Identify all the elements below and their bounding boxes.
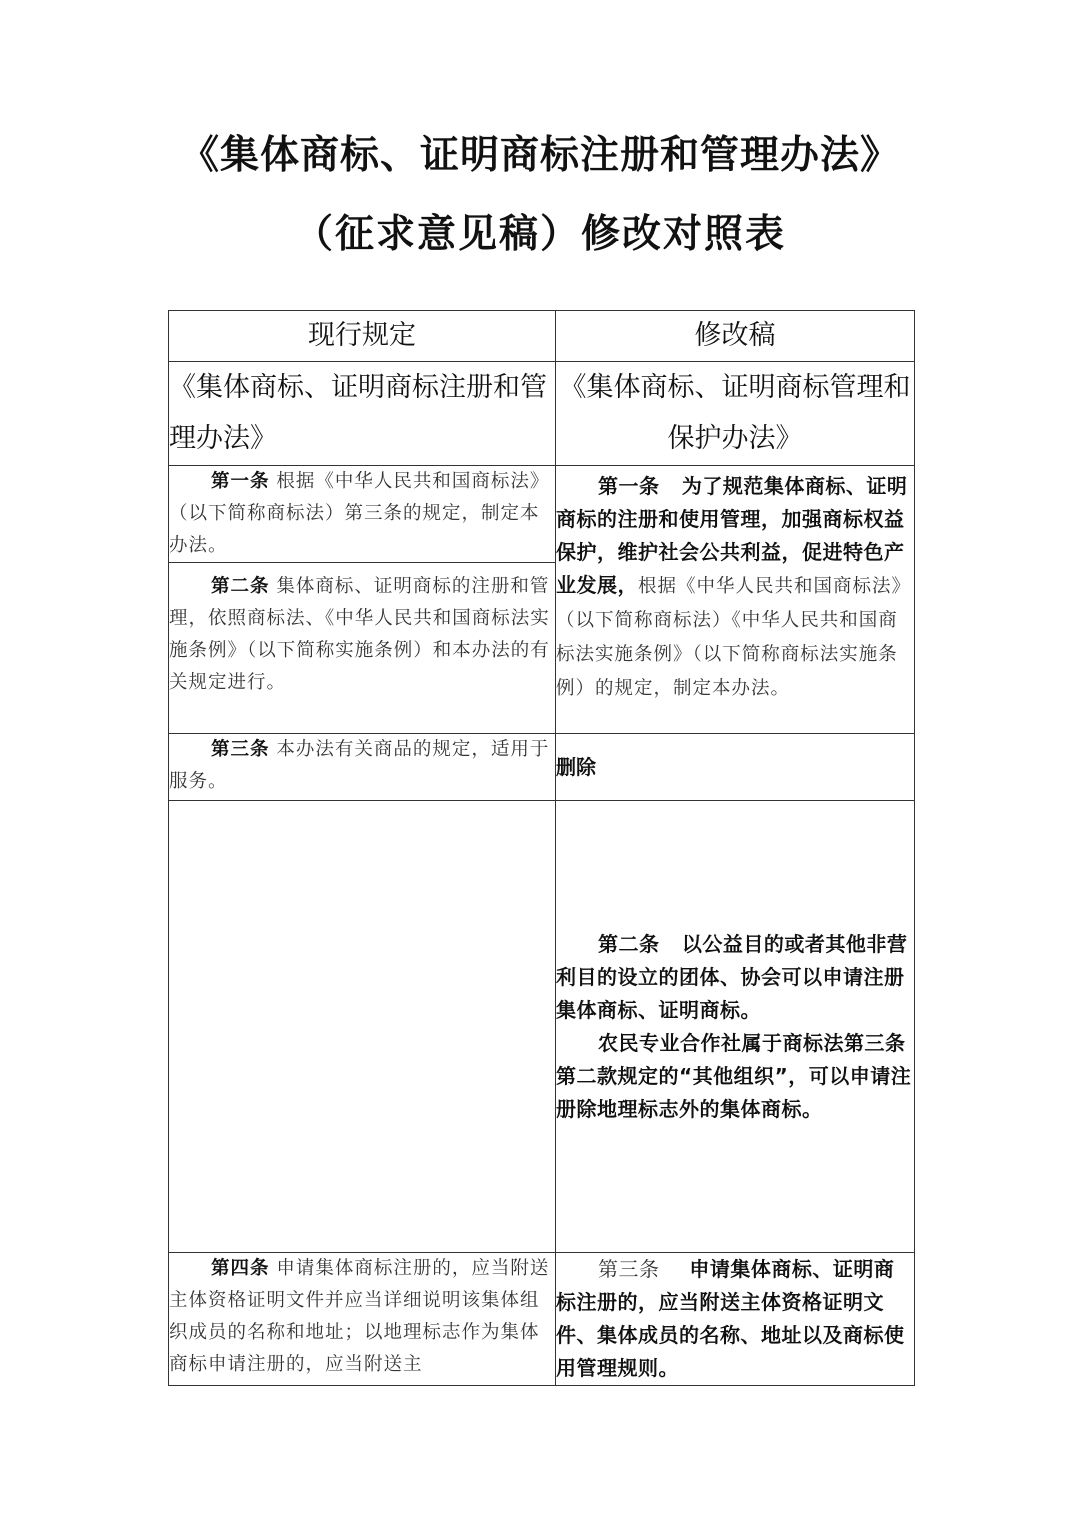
article-label: 第四条 [211,1258,270,1279]
revised-regulation-name: 《集体商标、证明商标管理和保护办法》 [556,362,915,466]
table-header-row [169,311,915,362]
article-label: 第一条 [211,471,270,492]
article-label: 第三条 [211,739,270,760]
comparison-table [168,310,915,1386]
article-text: 以公益目的或者其他非营利目的设立的团体、协会可以申请注册集体商标、证明商标。 [556,931,908,1022]
header-revised: 修改稿 [556,311,915,362]
current-article-1 [169,466,556,563]
table-row [169,1253,915,1386]
revised-deleted: 删除 [556,734,915,801]
current-article-3 [169,734,556,801]
article-text-paragraph-2: 农民专业合作社属于商标法第三条第二款规定的“其他组织”，可以申请注册除地理标志外的集体商标。 [556,1030,912,1121]
table-row [169,466,915,563]
table-row-name [169,362,915,466]
article-text: 集体商标、证明商标的注册和管理，依照商标法、《中华人民共和国商标法实施条例》（以下简称实施条例）和本办法的有关规定进行。 [169,576,550,693]
revised-article-3 [556,1253,915,1386]
article-text-rest: 根据《中华人民共和国商标法》（以下简称商标法）《中华人民共和国商标法实施条例》（以下简称商标法实施条例）的规定，制定本办法。 [556,576,912,699]
revised-article-1 [556,466,915,734]
article-text: 申请集体商标注册的，应当附送主体资格证明文件并应当详细说明该集体组织成员的名称和地址；以地理标志作为集体商标申请注册的，应当附送主 [169,1258,550,1375]
current-regulation-name: 《集体商标、证明商标注册和管理办法》 [169,362,556,466]
article-label: 第二条 [598,931,660,956]
table-row [169,734,915,801]
current-empty-cell [169,801,556,1253]
document-title-line2: （征求意见稿）修改对照表 [293,212,786,257]
article-text: 本办法有关商品的规定，适用于服务。 [169,739,550,792]
article-label: 第三条 [598,1257,660,1281]
article-text: 根据《中华人民共和国商标法》（以下简称商标法）第三条的规定，制定本办法。 [169,471,550,556]
article-text: 申请集体商标、证明商标注册的，应当附送主体资格证明文件、集体成员的名称、地址以及商标使用管理规则。 [556,1257,905,1380]
revised-article-2 [556,801,915,1253]
document-title-line1: 《集体商标、证明商标注册和管理办法》 [179,133,900,178]
article-label: 第一条 [598,474,660,498]
current-article-2 [169,563,556,734]
header-current: 现行规定 [169,311,556,362]
article-text: 为了规范集体商标、证明商标的注册和使用管理，加强商标权益保护，维护社会公共利益，促进特色产业发展， [556,474,908,597]
article-label: 第二条 [211,576,270,597]
current-article-4 [169,1253,556,1386]
table-row [169,801,915,1253]
